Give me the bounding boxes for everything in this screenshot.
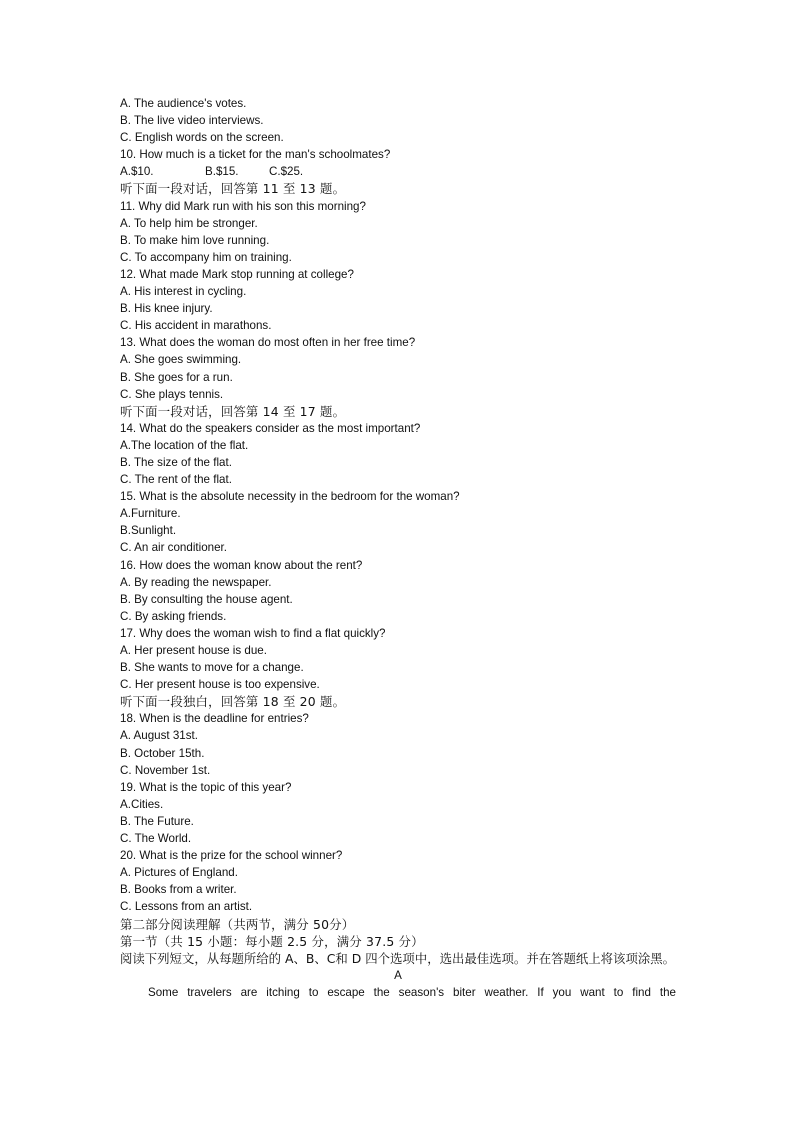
q17-option-b: B. She wants to move for a change. [120,661,304,675]
q17-option-a: A. Her present house is due. [120,644,267,657]
q10-question: 10. How much is a ticket for the man's schoolmates? [120,148,391,162]
part2-instruction: 阅读下列短文，从每题所给的 A、B、C和 D 四个选项中，选出最佳选项。并在答题纸上将该项涂黑。 [120,950,676,966]
q20-option-c: C. Lessons from an artist. [120,900,253,914]
q11-question: 11. Why did Mark run with his son this morning? [120,199,366,213]
q9-option-b: B. The live video interviews. [120,114,264,128]
q17-question: 17. Why does the woman wish to find a flat quickly? [120,626,386,640]
q18-option-a: A. August 31st. [120,729,198,743]
q10-option-c: C.$25. [269,165,304,179]
q10-option-b: B.$15. [205,165,239,179]
q16-question: 16. How does the woman know about the rent? [120,558,363,572]
q10-option-a: A.$10. [120,165,154,179]
q11-option-a: A. To help him be stronger. [120,216,258,230]
part2-section1-heading: 第一节（共 15 小题：每小题 2.5 分，满分 37.5 分） [120,933,424,949]
section-heading-14-17: 听下面一段对话，回答第 14 至 17 题。 [120,403,346,419]
q18-option-c: C. November 1st. [120,763,211,777]
q19-option-b: B. The Future. [120,814,194,828]
q20-question: 20. What is the prize for the school winner? [120,849,343,863]
exam-page [120,95,676,1001]
q15-option-b: B.Sunlight. [120,524,177,538]
q10-options [120,163,676,180]
q9-option-a: A. The audience's votes. [120,97,247,110]
q11-option-b: B. To make him love running. [120,233,270,247]
q20-option-a: A. Pictures of England. [120,866,238,880]
q15-question: 15. What is the absolute necessity in the bedroom for the woman? [120,490,460,504]
q12-option-b: B. His knee injury. [120,302,213,316]
q13-option-a: A. She goes swimming. [120,353,242,367]
q15-option-c: C. An air conditioner. [120,541,227,555]
q18-question: 18. When is the deadline for entries? [120,712,309,726]
q11-option-c: C. To accompany him on training. [120,250,292,264]
q14-option-a: A.The location of the flat. [120,438,249,452]
q14-option-b: B. The size of the flat. [120,455,232,469]
q12-option-a: A. His interest in cycling. [120,285,247,299]
q12-question: 12. What made Mark stop running at college? [120,267,354,281]
q19-option-c: C. The World. [120,832,192,846]
q16-option-a: A. By reading the newspaper. [120,575,272,589]
q19-option-a: A.Cities. [120,797,164,811]
passage-label: A [394,969,402,983]
q14-question: 14. What do the speakers consider as the most important? [120,421,421,435]
section-heading-11-13: 听下面一段对话，回答第 11 至 13 题。 [120,181,346,197]
q19-question: 19. What is the topic of this year? [120,780,292,794]
q15-option-a: A.Furniture. [120,507,181,521]
q16-option-b: B. By consulting the house agent. [120,592,293,606]
q17-option-c: C. Her present house is too expensive. [120,678,320,692]
q20-option-b: B. Books from a writer. [120,883,237,897]
q13-question: 13. What does the woman do most often in her free time? [120,336,416,350]
q16-option-c: C. By asking friends. [120,609,227,623]
section-heading-18-20: 听下面一段独白，回答第 18 至 20 题。 [120,694,346,710]
passage-first-line: Some travelers are itching to escape the season's biter weather. If you want to find the [148,986,676,1000]
q13-option-b: B. She goes for a run. [120,370,233,384]
part2-title: 第二部分阅读理解（共两节，满分 50分） [120,916,355,932]
q13-option-c: C. She plays tennis. [120,387,224,401]
q9-option-c: C. English words on the screen. [120,131,284,145]
q14-option-c: C. The rent of the flat. [120,473,232,487]
q12-option-c: C. His accident in marathons. [120,319,272,333]
q18-option-b: B. October 15th. [120,746,205,760]
